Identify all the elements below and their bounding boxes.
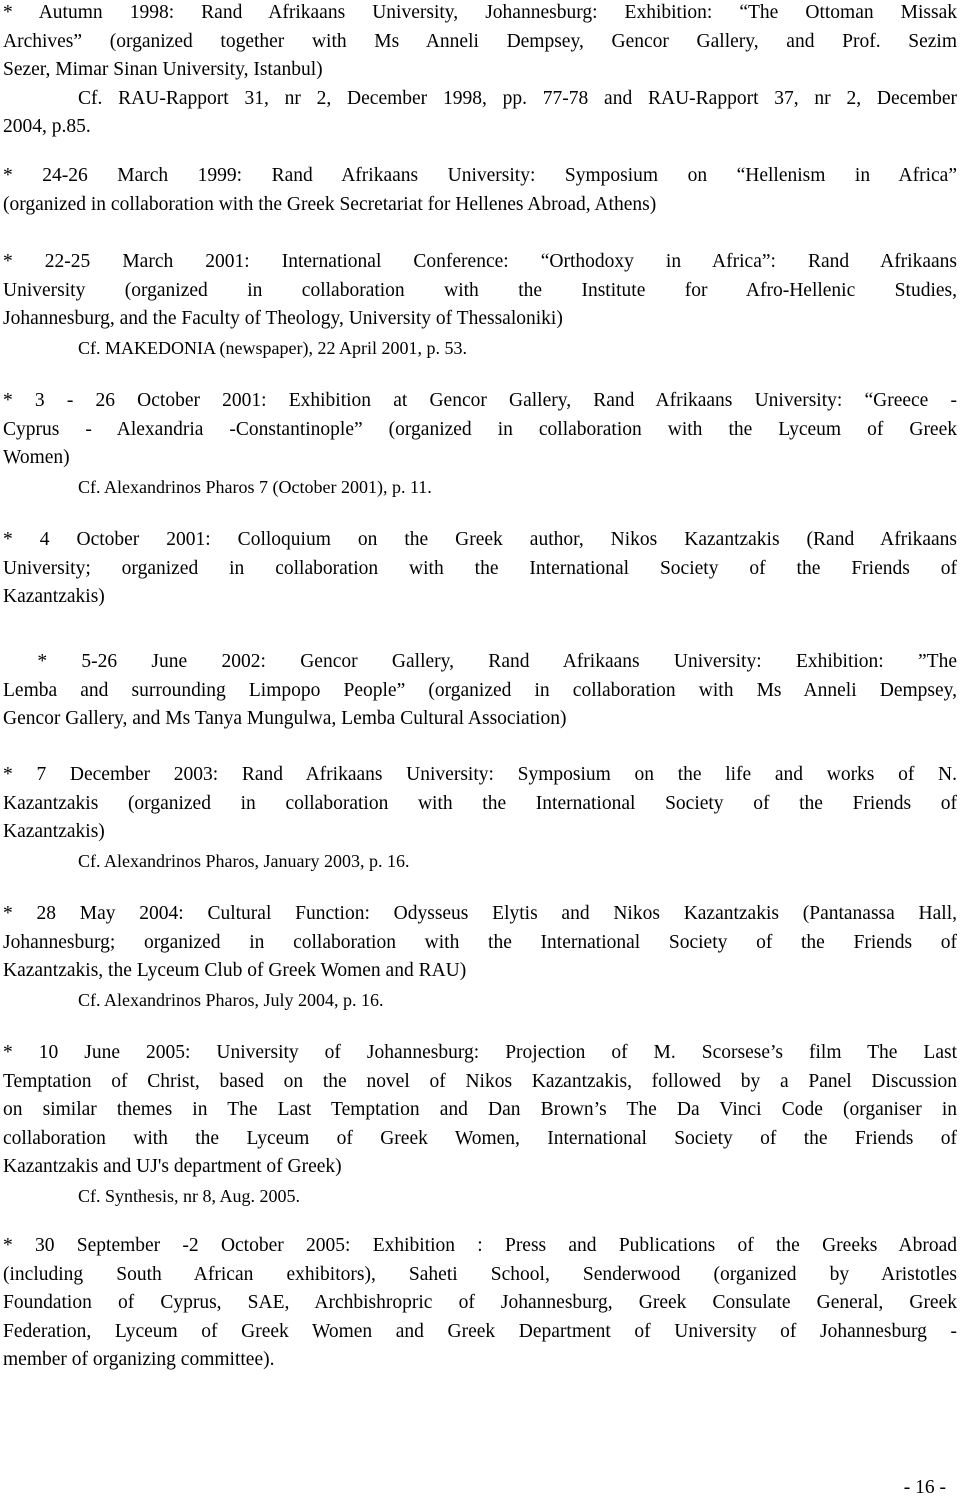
entry-march-2001 xyxy=(3,248,957,362)
entry-line: Johannesburg; organized in collaboration with the International Society of the Friends of xyxy=(3,931,957,953)
entry-line: * 3 - 26 October 2001: Exhibition at Gencor Gallery, Rand Afrikaans University: “Greece - xyxy=(3,390,957,411)
entry-line: Temptation of Christ, based on the novel of Nikos Kazantzakis, followed by a Panel Discussion xyxy=(3,1070,957,1092)
entry-line: * 4 October 2001: Colloquium on the Greek author, Nikos Kazantzakis (Rand Afrikaans xyxy=(3,529,957,550)
entry-line: Kazantzakis and UJ's department of Greek) xyxy=(3,1156,342,1178)
entry-october-2001-exhibition xyxy=(3,387,957,501)
entry-autumn-1998 xyxy=(3,0,957,142)
entry-line: collaboration with the Lyceum of Greek Women, International Society of the Friends of xyxy=(3,1127,957,1149)
citation-line: Cf. Alexandrinos Pharos, January 2003, p. 16. xyxy=(78,850,410,871)
entry-line: * 5-26 June 2002: Gencor Gallery, Rand Afrikaans University: Exhibition: ”The xyxy=(3,651,957,672)
entry-may-2004 xyxy=(3,900,957,1014)
entry-line: * 30 September -2 October 2005: Exhibition : Press and Publications of the Greeks Abroad xyxy=(3,1235,957,1256)
citation-line: Cf. RAU-Rapport 31, nr 2, December 1998, pp. 77-78 and RAU-Rapport 37, nr 2, December xyxy=(78,87,957,109)
page-number: - 16 - xyxy=(903,1477,946,1498)
citation-line: Cf. MAKEDONIA (newspaper), 22 April 2001, p. 53. xyxy=(78,337,467,358)
entry-line: (including South African exhibitors), Saheti School, Senderwood (organized by Aristotles xyxy=(3,1263,957,1285)
citation-line: 2004, p.85. xyxy=(3,116,91,138)
entry-line: Women) xyxy=(3,447,70,469)
entry-line: * 10 June 2005: University of Johannesburg: Projection of M. Scorsese’s film The Last xyxy=(3,1042,957,1063)
entry-line: Sezer, Mimar Sinan University, Istanbul) xyxy=(3,59,323,81)
entry-line: * 22-25 March 2001: International Conference: “Orthodoxy in Africa”: Rand Afrikaans xyxy=(3,251,957,272)
entry-line: Cyprus - Alexandria -Constantinople” (organized in collaboration with the Lyceum of Greek xyxy=(3,418,957,440)
entry-line: Foundation of Cyprus, SAE, Archbishropric of Johannesburg, Greek Consulate General, Greek xyxy=(3,1292,957,1314)
entry-line: on similar themes in The Last Temptation and Dan Brown’s The Da Vinci Code (organiser in xyxy=(3,1099,957,1121)
entry-line: member of organizing committee). xyxy=(3,1349,275,1371)
entry-line: * Autumn 1998: Rand Afrikaans University, Johannesburg: Exhibition: “The Ottoman Missak xyxy=(3,2,957,23)
entry-line: University (organized in collaboration with the Institute for Afro-Hellenic Studies, xyxy=(3,279,957,301)
entry-march-1999 xyxy=(3,162,957,219)
entry-line: * 28 May 2004: Cultural Function: Odysseus Elytis and Nikos Kazantzakis (Pantanassa Hall, xyxy=(3,903,957,924)
entry-june-2002 xyxy=(3,648,957,734)
entry-september-2005 xyxy=(3,1232,957,1375)
entry-line: * 24-26 March 1999: Rand Afrikaans University: Symposium on “Hellenism in Africa” xyxy=(3,165,957,186)
entry-line: Federation, Lyceum of Greek Women and Greek Department of University of Johannesburg - xyxy=(3,1320,957,1342)
entry-line: Lemba and surrounding Limpopo People” (organized in collaboration with Ms Anneli Dempsey, xyxy=(3,679,957,701)
citation-line: Cf. Alexandrinos Pharos 7 (October 2001), p. 11. xyxy=(78,476,432,497)
entry-line: Gencor Gallery, and Ms Tanya Mungulwa, Lemba Cultural Association) xyxy=(3,708,567,730)
entry-line: Kazantzakis (organized in collaboration with the International Society of the Friends of xyxy=(3,792,957,814)
entry-december-2003 xyxy=(3,761,957,875)
entry-line: Kazantzakis) xyxy=(3,586,105,608)
entry-line: University; organized in collaboration with the International Society of the Friends of xyxy=(3,557,957,579)
entry-june-2005 xyxy=(3,1039,957,1211)
entry-line: Archives” (organized together with Ms Anneli Dempsey, Gencor Gallery, and Prof. Sezim xyxy=(3,30,957,52)
entry-october-2001-colloquium xyxy=(3,526,957,612)
entry-line: Kazantzakis) xyxy=(3,821,105,843)
entry-line: Johannesburg, and the Faculty of Theology, University of Thessaloniki) xyxy=(3,308,563,330)
entry-line: (organized in collaboration with the Greek Secretariat for Hellenes Abroad, Athens) xyxy=(3,193,657,215)
citation-line: Cf. Alexandrinos Pharos, July 2004, p. 16. xyxy=(78,989,384,1010)
entry-line: Kazantzakis, the Lyceum Club of Greek Women and RAU) xyxy=(3,960,467,982)
entry-line: * 7 December 2003: Rand Afrikaans University: Symposium on the life and works of N. xyxy=(3,764,957,785)
citation-line: Cf. Synthesis, nr 8, Aug. 2005. xyxy=(78,1185,301,1206)
